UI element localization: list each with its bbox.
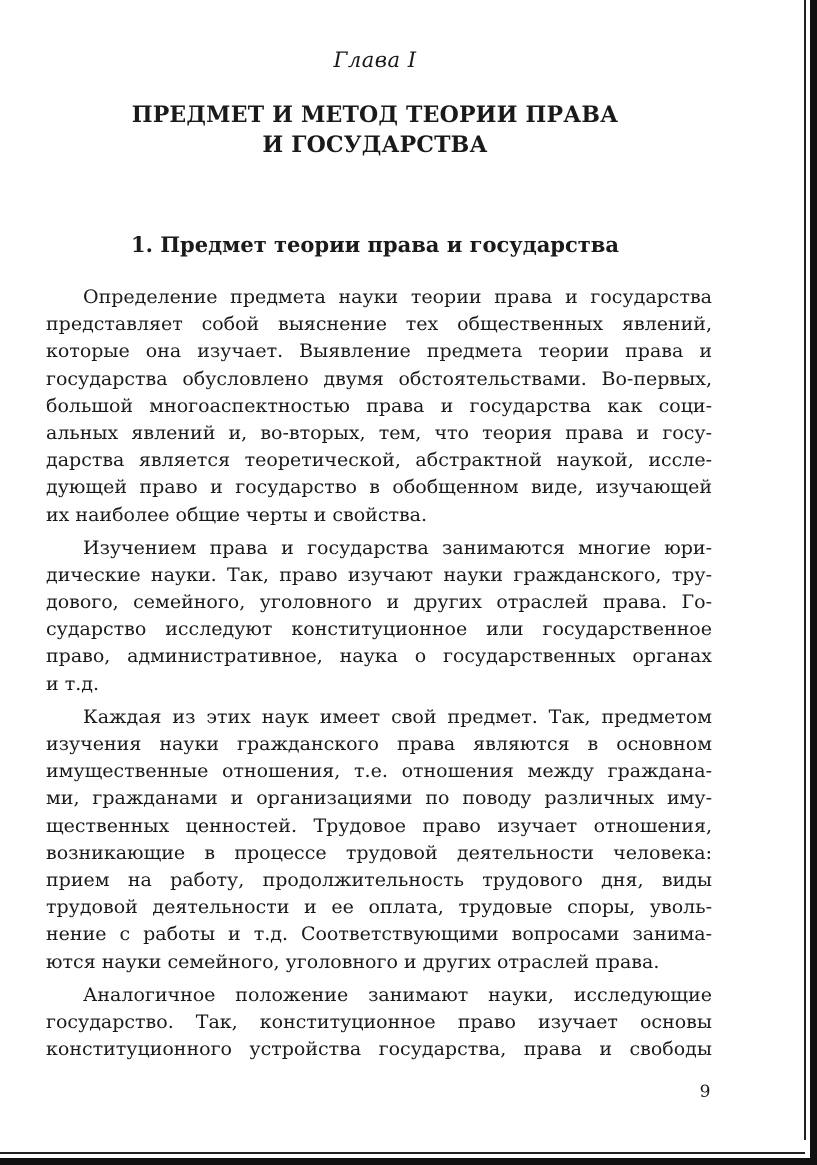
text-line: Определение предмета науки теории права и государства [83,286,712,308]
text-line: щественных ценностей. Трудовое право изучает отношения, [46,814,712,837]
text-line: конституционного устройства государства, права и свободы [46,1038,712,1061]
text-line: ми, гражданами и организациями по поводу различных иму- [46,787,712,810]
text-line: дические науки. Так, право изучают науки гражданского, тру- [46,563,712,586]
text-line: альных явлений и, во-вторых, тем, что теория права и госу- [46,421,712,444]
text-line: дового, семейного, уголовного и других отраслей права. Го- [46,591,712,614]
text-line: изучения науки гражданского права являются в основном [46,733,712,755]
text-line: их наиболее общие черты и свойства. [46,503,428,526]
text-line: представляет собой выяснение тех общественных явлений, [46,313,712,336]
scan-border-bottom-inner [0,1152,805,1154]
text-line: дарства является теоретической, абстрактной наукой, иссле- [46,449,712,472]
scan-border-bottom [0,1158,817,1165]
page-number: 9 [699,1082,711,1102]
text-line: государство. Так, конституционное право изучает основы [46,1010,712,1033]
text-line: Аналогичное положение занимают науки, исследующие [83,983,712,1006]
chapter-title-line: ПРЕДМЕТ И МЕТОД ТЕОРИИ ПРАВА [131,102,619,128]
text-line: и т.д. [46,672,99,695]
paragraph [46,284,712,529]
body-text [46,284,712,1069]
text-line: большой многоаспектностью права и государства как соци- [46,394,712,417]
scan-border-right-inner [804,0,806,1140]
text-line: имущественные отношения, т.е. отношения между граждана- [46,760,712,783]
chapter-title [0,100,750,160]
text-line: дующей право и государство в обобщенном виде, изучающей [46,476,712,499]
chapter-label: Глава I [333,48,417,72]
paragraph [46,535,712,698]
text-line: право, административное, наука о государственных органах [46,645,712,668]
scan-border-right [810,0,817,1165]
text-line: нение с работы и т.д. Соответствующими вопросами занима- [46,923,712,946]
text-line: сударство исследуют конституционное или государственное [46,618,712,641]
text-line: Изучением права и государства занимаются многие юри- [83,536,712,559]
text-line: государства обусловлено двумя обстоятельствами. Во-первых, [46,367,712,390]
text-line: которые она изучает. Выявление предмета теории права и [46,340,712,363]
text-line: ются науки семейного, уголовного и других отраслей права. [46,950,660,973]
text-line: трудовой деятельности и ее оплата, трудовые споры, уволь- [46,896,712,919]
chapter-title-line: И ГОСУДАРСТВА [262,132,488,158]
text-line: Каждая из этих наук имеет свой предмет. Так, предметом [83,705,712,728]
text-line: возникающие в процессе трудовой деятельности человека: [46,841,712,864]
text-line: прием на работу, продолжительность трудового дня, виды [46,868,712,891]
paragraph [46,982,712,1064]
paragraph [46,704,712,976]
section-heading: 1. Предмет теории права и государства [130,232,619,257]
